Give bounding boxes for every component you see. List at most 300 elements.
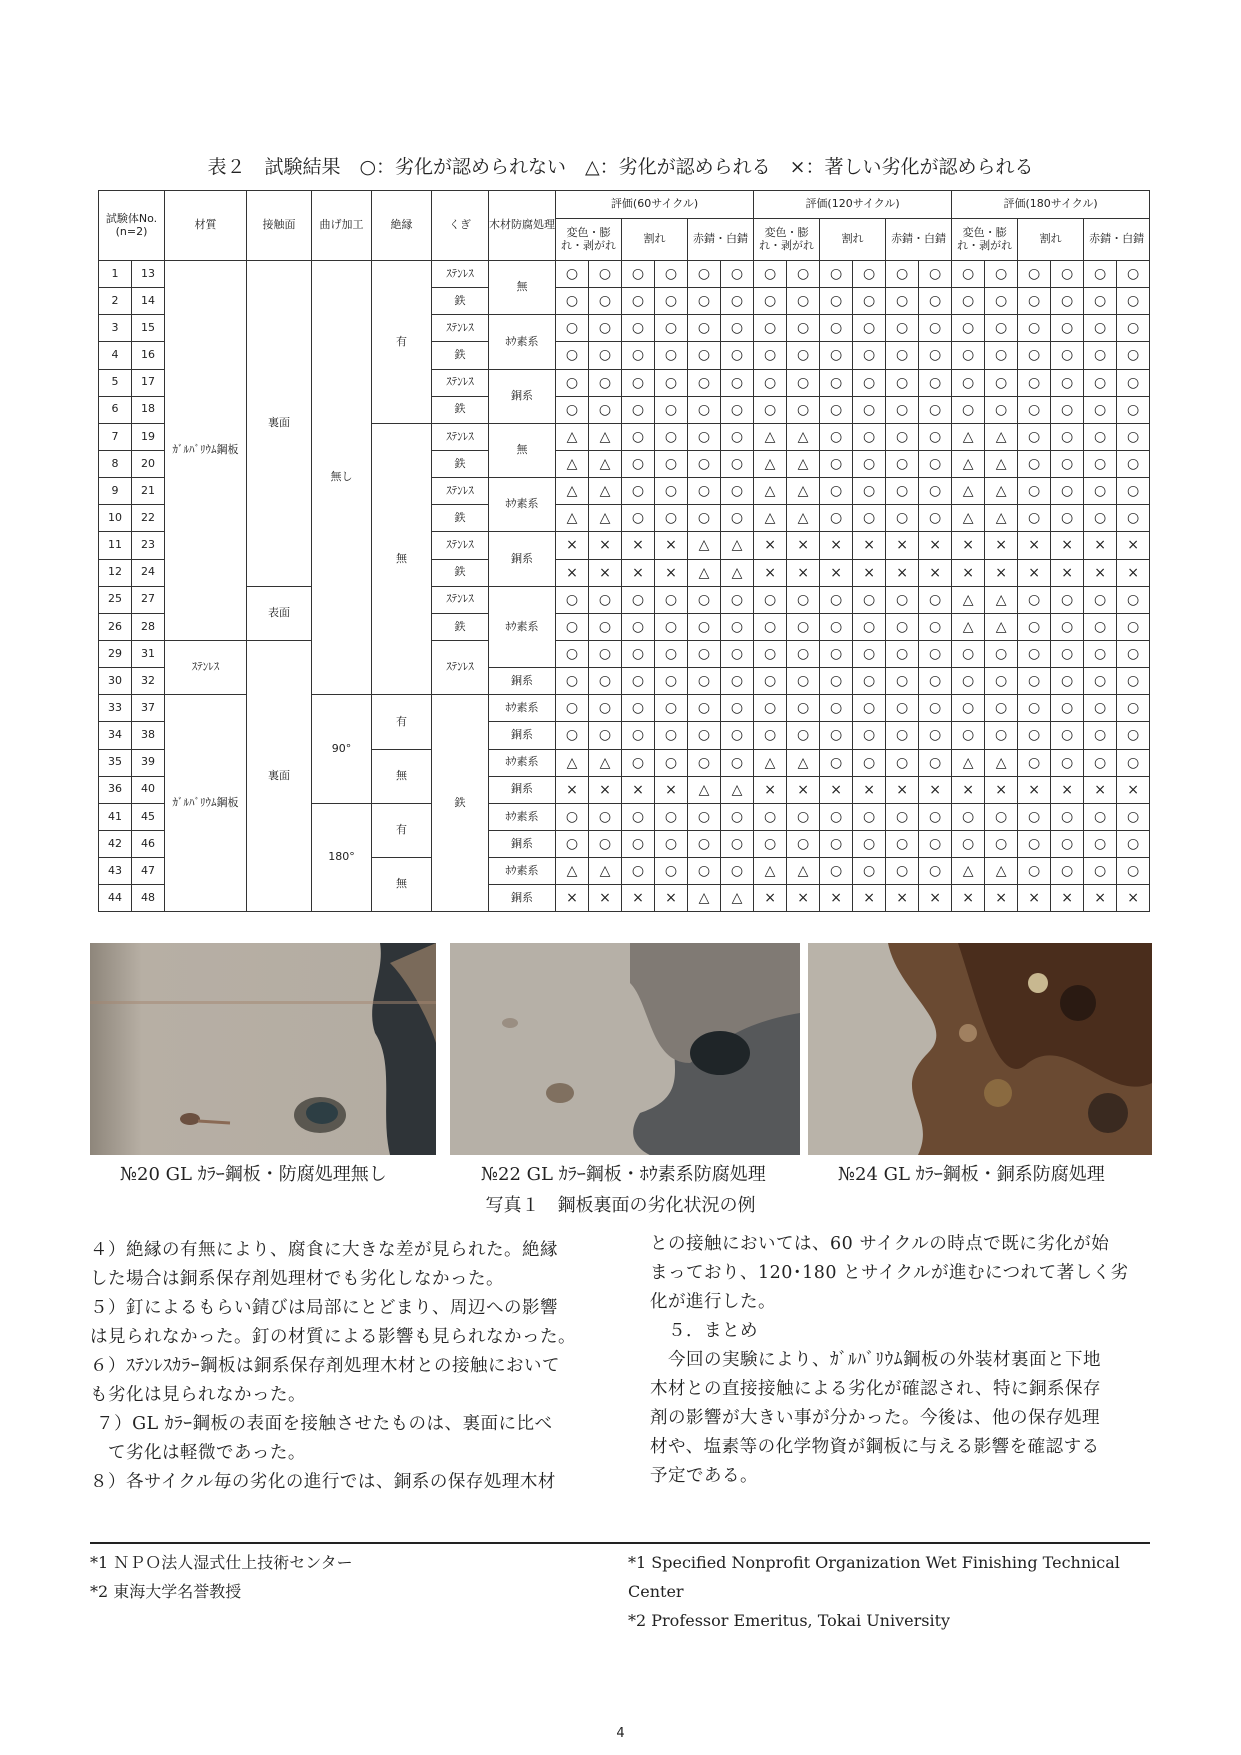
eval-mark: △: [589, 749, 622, 776]
eval-mark: ○: [1084, 830, 1117, 857]
eval-mark: ○: [985, 261, 1018, 288]
eval-mark: ×: [820, 776, 853, 803]
eval-mark: ○: [1117, 613, 1150, 640]
eval-mark: ○: [1117, 722, 1150, 749]
eval-mark: ○: [787, 342, 820, 369]
eval-mark: ×: [622, 776, 655, 803]
eval-mark: ○: [688, 478, 721, 505]
eval-mark: △: [589, 423, 622, 450]
wood-cell: 銅系: [489, 776, 556, 803]
eval-mark: ○: [688, 450, 721, 477]
eval-mark: ○: [1051, 505, 1084, 532]
nail-cell: ｽﾃﾝﾚｽ: [432, 369, 489, 396]
table-row: [99, 640, 1150, 667]
eval-mark: ○: [952, 396, 985, 423]
eval-mark: ○: [952, 315, 985, 342]
sub-rust: 赤錆・白錆: [688, 219, 754, 261]
eval-mark: ○: [688, 396, 721, 423]
eval-mark: ○: [853, 261, 886, 288]
eval-mark: ×: [754, 559, 787, 586]
wood-cell: 銅系: [489, 532, 556, 586]
sub-crack: 割れ: [820, 219, 886, 261]
eval-mark: ○: [820, 342, 853, 369]
eval-mark: ○: [886, 315, 919, 342]
eval-mark: ○: [754, 288, 787, 315]
eval-mark: ○: [820, 423, 853, 450]
eval-mark: ○: [556, 722, 589, 749]
eval-mark: ○: [622, 369, 655, 396]
eval-mark: ○: [1084, 450, 1117, 477]
eval-mark: ○: [1051, 423, 1084, 450]
eval-mark: ○: [688, 613, 721, 640]
ins-cell: 無: [372, 423, 432, 694]
eval-mark: ○: [787, 613, 820, 640]
eval-mark: ○: [655, 695, 688, 722]
eval-mark: ×: [754, 532, 787, 559]
wood-cell: 銅系: [489, 885, 556, 912]
eval-mark: ○: [721, 342, 754, 369]
sub-rust: 赤錆・白錆: [886, 219, 952, 261]
eval-mark: ×: [886, 559, 919, 586]
eval-mark: ○: [820, 288, 853, 315]
eval-mark: ○: [622, 668, 655, 695]
eval-mark: ○: [1117, 668, 1150, 695]
eval-mark: ○: [556, 695, 589, 722]
eval-mark: ○: [721, 261, 754, 288]
eval-mark: ×: [1018, 559, 1051, 586]
eval-mark: ○: [721, 288, 754, 315]
wood-cell: 無: [489, 423, 556, 477]
eval-mark: ○: [655, 668, 688, 695]
eval-mark: ○: [952, 342, 985, 369]
eval-mark: ○: [886, 396, 919, 423]
eval-mark: ○: [655, 722, 688, 749]
eval-mark: ○: [820, 261, 853, 288]
wood-cell: 銅系: [489, 722, 556, 749]
eval-mark: ×: [919, 776, 952, 803]
eval-mark: △: [754, 478, 787, 505]
eval-mark: ○: [589, 342, 622, 369]
wood-cell: ﾎｳ素系: [489, 695, 556, 722]
eval-mark: △: [754, 423, 787, 450]
eval-mark: ○: [952, 722, 985, 749]
eval-mark: ○: [919, 722, 952, 749]
page-number: 4: [616, 1726, 625, 1741]
eval-mark: ○: [1084, 695, 1117, 722]
eval-mark: ○: [1051, 288, 1084, 315]
specimen-no-a: 2: [99, 288, 132, 315]
eval-mark: ○: [1117, 423, 1150, 450]
eval-mark: ○: [1084, 505, 1117, 532]
eval-mark: ×: [556, 559, 589, 586]
eval-mark: ×: [754, 885, 787, 912]
specimen-no-b: 39: [132, 749, 165, 776]
eval-mark: ○: [985, 369, 1018, 396]
eval-mark: ○: [853, 640, 886, 667]
specimen-no-a: 3: [99, 315, 132, 342]
eval-mark: ○: [688, 722, 721, 749]
eval-mark: ○: [787, 722, 820, 749]
eval-mark: ○: [886, 722, 919, 749]
specimen-no-b: 19: [132, 423, 165, 450]
eval-mark: ○: [820, 830, 853, 857]
eval-mark: ○: [919, 478, 952, 505]
eval-mark: ○: [688, 640, 721, 667]
eval-mark: ○: [688, 830, 721, 857]
eval-mark: ×: [1051, 776, 1084, 803]
eval-mark: ○: [622, 261, 655, 288]
eval-mark: △: [754, 505, 787, 532]
eval-mark: ×: [886, 776, 919, 803]
nail-cell: 鉄: [432, 613, 489, 640]
eval-mark: ○: [655, 450, 688, 477]
eval-mark: ○: [721, 586, 754, 613]
eval-mark: ×: [1117, 532, 1150, 559]
eval-mark: ○: [853, 342, 886, 369]
eval-mark: △: [952, 450, 985, 477]
eval-mark: ○: [1051, 586, 1084, 613]
eval-mark: ○: [886, 505, 919, 532]
eval-mark: ○: [622, 478, 655, 505]
eval-mark: ○: [589, 396, 622, 423]
eval-mark: ○: [556, 261, 589, 288]
photo-specimen-22: [450, 943, 800, 1155]
specimen-no-a: 41: [99, 803, 132, 830]
eval-mark: ○: [556, 668, 589, 695]
eval-mark: ○: [1051, 315, 1084, 342]
header-nail: くぎ: [432, 191, 489, 261]
eval-mark: ○: [1117, 478, 1150, 505]
eval-mark: ○: [721, 613, 754, 640]
eval-mark: ○: [820, 668, 853, 695]
sub-rust: 赤錆・白錆: [1084, 219, 1150, 261]
eval-mark: △: [787, 505, 820, 532]
eval-mark: ○: [589, 722, 622, 749]
eval-mark: ○: [1084, 613, 1117, 640]
eval-mark: ○: [1018, 668, 1051, 695]
eval-mark: ○: [721, 803, 754, 830]
mat-cell: ｶﾞﾙﾊﾞﾘｳﾑ鋼板: [165, 261, 247, 641]
nail-cell: ｽﾃﾝﾚｽ: [432, 586, 489, 613]
specimen-no-b: 38: [132, 722, 165, 749]
eval-mark: ○: [1117, 749, 1150, 776]
eval-mark: ○: [688, 315, 721, 342]
eval-mark: ○: [820, 315, 853, 342]
eval-mark: ×: [556, 776, 589, 803]
photo-caption-20: №20 GL ｶﾗｰ鋼板・防腐処理無し: [120, 1164, 387, 1185]
eval-mark: ×: [589, 776, 622, 803]
eval-mark: ○: [1117, 830, 1150, 857]
left-line: した場合は銅系保存剤処理材でも劣化しなかった。: [90, 1269, 504, 1289]
sub-crack: 割れ: [622, 219, 688, 261]
eval-mark: ○: [754, 261, 787, 288]
specimen-no-b: 20: [132, 450, 165, 477]
eval-mark: ○: [688, 261, 721, 288]
bend-cell: 180°: [312, 803, 372, 912]
eval-mark: ×: [919, 532, 952, 559]
eval-mark: ○: [1084, 722, 1117, 749]
eval-mark: △: [952, 505, 985, 532]
nail-cell: ｽﾃﾝﾚｽ: [432, 532, 489, 559]
eval-mark: △: [985, 749, 1018, 776]
specimen-no-a: 11: [99, 532, 132, 559]
eval-mark: ○: [853, 803, 886, 830]
eval-mark: ○: [787, 803, 820, 830]
specimen-no-a: 12: [99, 559, 132, 586]
specimen-no-a: 26: [99, 613, 132, 640]
eval-mark: ○: [721, 505, 754, 532]
photo-caption-24: №24 GL ｶﾗｰ鋼板・銅系防腐処理: [838, 1164, 1105, 1185]
eval-mark: ○: [853, 613, 886, 640]
footnote: Center: [628, 1582, 684, 1601]
eval-mark: ○: [919, 668, 952, 695]
photo-specimen-24: [808, 943, 1152, 1155]
eval-mark: ×: [952, 776, 985, 803]
eval-mark: ○: [556, 830, 589, 857]
wood-cell: 銅系: [489, 668, 556, 695]
specimen-no-b: 14: [132, 288, 165, 315]
eval-mark: △: [787, 749, 820, 776]
eval-mark: ○: [952, 803, 985, 830]
eval-mark: ○: [1117, 369, 1150, 396]
eval-mark: △: [589, 450, 622, 477]
eval-mark: △: [985, 423, 1018, 450]
eval-mark: ○: [886, 830, 919, 857]
specimen-no-b: 46: [132, 830, 165, 857]
eval-mark: ○: [754, 640, 787, 667]
eval-mark: ○: [853, 450, 886, 477]
eval-mark: △: [787, 858, 820, 885]
header-eval-180: 評価(180サイクル): [952, 191, 1150, 219]
eval-mark: ○: [919, 749, 952, 776]
eval-mark: ○: [820, 613, 853, 640]
eval-mark: △: [985, 450, 1018, 477]
eval-mark: ○: [1018, 695, 1051, 722]
eval-mark: △: [556, 450, 589, 477]
eval-mark: ○: [754, 613, 787, 640]
bend-cell: 90°: [312, 695, 372, 804]
eval-mark: ×: [589, 885, 622, 912]
eval-mark: ○: [1018, 858, 1051, 885]
eval-mark: △: [985, 613, 1018, 640]
eval-mark: △: [985, 586, 1018, 613]
specimen-no-b: 31: [132, 640, 165, 667]
eval-mark: ○: [655, 261, 688, 288]
eval-mark: ○: [1018, 505, 1051, 532]
eval-mark: ○: [886, 423, 919, 450]
eval-mark: ×: [1018, 532, 1051, 559]
eval-mark: ○: [1084, 749, 1117, 776]
eval-mark: ×: [985, 532, 1018, 559]
eval-mark: ○: [655, 288, 688, 315]
table-row: [99, 586, 1150, 613]
eval-mark: ○: [754, 342, 787, 369]
eval-mark: ×: [853, 532, 886, 559]
section-heading: ５．まとめ: [668, 1321, 758, 1341]
wood-cell: ﾎｳ素系: [489, 315, 556, 369]
eval-mark: ○: [721, 450, 754, 477]
right-line: 化が進行した。: [650, 1292, 776, 1312]
eval-mark: ○: [919, 695, 952, 722]
eval-mark: ×: [556, 885, 589, 912]
nail-cell: 鉄: [432, 450, 489, 477]
eval-mark: △: [952, 858, 985, 885]
eval-mark: ○: [1051, 342, 1084, 369]
eval-mark: ○: [820, 749, 853, 776]
eval-mark: ×: [1018, 885, 1051, 912]
eval-mark: ○: [820, 450, 853, 477]
wood-cell: 銅系: [489, 830, 556, 857]
eval-mark: ○: [1018, 369, 1051, 396]
eval-mark: ×: [853, 885, 886, 912]
eval-mark: ○: [556, 288, 589, 315]
eval-mark: ○: [589, 261, 622, 288]
eval-mark: ○: [589, 586, 622, 613]
eval-mark: ○: [589, 613, 622, 640]
specimen-no-b: 48: [132, 885, 165, 912]
eval-mark: ○: [622, 450, 655, 477]
specimen-no-b: 17: [132, 369, 165, 396]
sub-discolor: 変色・膨れ・剥がれ: [754, 219, 820, 261]
eval-mark: ○: [820, 369, 853, 396]
eval-mark: ○: [1117, 261, 1150, 288]
eval-mark: ○: [655, 586, 688, 613]
specimen-no-a: 29: [99, 640, 132, 667]
eval-mark: ○: [622, 423, 655, 450]
eval-mark: ○: [820, 478, 853, 505]
eval-mark: ○: [1084, 315, 1117, 342]
specimen-no-a: 43: [99, 858, 132, 885]
eval-mark: ○: [655, 423, 688, 450]
eval-mark: △: [787, 423, 820, 450]
eval-mark: ×: [1084, 776, 1117, 803]
results-table: [98, 190, 1150, 912]
eval-mark: ○: [1051, 369, 1084, 396]
nail-cell: 鉄: [432, 342, 489, 369]
eval-mark: ○: [919, 342, 952, 369]
eval-mark: ○: [919, 858, 952, 885]
eval-mark: ○: [1051, 722, 1084, 749]
eval-mark: ○: [787, 586, 820, 613]
eval-mark: ○: [1084, 586, 1117, 613]
eval-mark: △: [754, 450, 787, 477]
wood-cell: ﾎｳ素系: [489, 478, 556, 532]
eval-mark: ○: [721, 423, 754, 450]
eval-mark: ○: [820, 858, 853, 885]
eval-mark: ○: [622, 640, 655, 667]
eval-mark: ○: [1018, 803, 1051, 830]
eval-mark: ○: [655, 749, 688, 776]
eval-mark: ×: [1051, 532, 1084, 559]
left-line: ８）各サイクル毎の劣化の進行では、銅系の保存処理木材: [90, 1472, 556, 1492]
eval-mark: ×: [919, 559, 952, 586]
nail-cell: ｽﾃﾝﾚｽ: [432, 478, 489, 505]
eval-mark: ○: [1051, 695, 1084, 722]
eval-mark: ×: [655, 776, 688, 803]
eval-mark: ○: [985, 722, 1018, 749]
eval-mark: ○: [1117, 803, 1150, 830]
eval-mark: ×: [655, 885, 688, 912]
eval-mark: ×: [655, 559, 688, 586]
specimen-no-a: 35: [99, 749, 132, 776]
eval-mark: ○: [754, 369, 787, 396]
eval-mark: ×: [787, 532, 820, 559]
eval-mark: ○: [1117, 342, 1150, 369]
eval-mark: ×: [1084, 885, 1117, 912]
eval-mark: ×: [1117, 559, 1150, 586]
eval-mark: ×: [919, 885, 952, 912]
eval-mark: △: [985, 478, 1018, 505]
photo-main-caption: 写真１ 鋼板裏面の劣化状況の例: [485, 1195, 756, 1216]
eval-mark: ×: [754, 776, 787, 803]
eval-mark: △: [952, 423, 985, 450]
eval-mark: ○: [688, 858, 721, 885]
eval-mark: ○: [1018, 640, 1051, 667]
ins-cell: 無: [372, 858, 432, 912]
eval-mark: △: [556, 423, 589, 450]
eval-mark: ○: [754, 722, 787, 749]
eval-mark: △: [688, 885, 721, 912]
eval-mark: ○: [589, 830, 622, 857]
ins-cell: 有: [372, 803, 432, 857]
specimen-no-a: 25: [99, 586, 132, 613]
eval-mark: ×: [985, 885, 1018, 912]
eval-mark: △: [556, 505, 589, 532]
mat-cell: ｽﾃﾝﾚｽ: [165, 640, 247, 694]
left-line: ６）ｽﾃﾝﾚｽｶﾗｰ鋼板は銅系保存剤処理木材との接触において: [90, 1356, 560, 1376]
eval-mark: ○: [1051, 450, 1084, 477]
eval-mark: ○: [1018, 261, 1051, 288]
eval-mark: ○: [886, 478, 919, 505]
eval-mark: ○: [1117, 288, 1150, 315]
eval-mark: ○: [1084, 668, 1117, 695]
eval-mark: ○: [1084, 261, 1117, 288]
eval-mark: ○: [556, 315, 589, 342]
eval-mark: ×: [886, 532, 919, 559]
eval-mark: ○: [1051, 749, 1084, 776]
right-line: 今回の実験により、ｶﾞﾙﾊﾞﾘｳﾑ鋼板の外装材裏面と下地: [650, 1350, 1101, 1370]
eval-mark: ○: [853, 396, 886, 423]
eval-mark: ○: [1084, 478, 1117, 505]
header-material: 材質: [165, 191, 247, 261]
nail-cell: ｽﾃﾝﾚｽ: [432, 261, 489, 288]
eval-mark: ○: [655, 613, 688, 640]
eval-mark: ○: [1117, 858, 1150, 885]
eval-mark: △: [952, 586, 985, 613]
eval-mark: ○: [985, 288, 1018, 315]
footnote: *2 東海大学名誉教授: [90, 1582, 242, 1601]
eval-mark: ○: [1084, 803, 1117, 830]
eval-mark: ○: [919, 396, 952, 423]
eval-mark: ○: [952, 288, 985, 315]
sub-crack: 割れ: [1018, 219, 1084, 261]
right-line: 木材との直接接触による劣化が確認され、特に銅系保存: [650, 1379, 1102, 1399]
eval-mark: ○: [622, 342, 655, 369]
contact-cell: 裏面: [247, 640, 312, 911]
eval-mark: ○: [787, 315, 820, 342]
wood-cell: 無: [489, 261, 556, 315]
eval-mark: ○: [919, 505, 952, 532]
eval-mark: ○: [820, 722, 853, 749]
contact-cell: 裏面: [247, 261, 312, 587]
mat-cell: ｶﾞﾙﾊﾞﾘｳﾑ鋼板: [165, 695, 247, 912]
eval-mark: ○: [655, 858, 688, 885]
specimen-no-a: 9: [99, 478, 132, 505]
eval-mark: ×: [985, 776, 1018, 803]
eval-mark: ○: [1051, 396, 1084, 423]
eval-mark: ○: [556, 613, 589, 640]
eval-mark: ○: [952, 830, 985, 857]
